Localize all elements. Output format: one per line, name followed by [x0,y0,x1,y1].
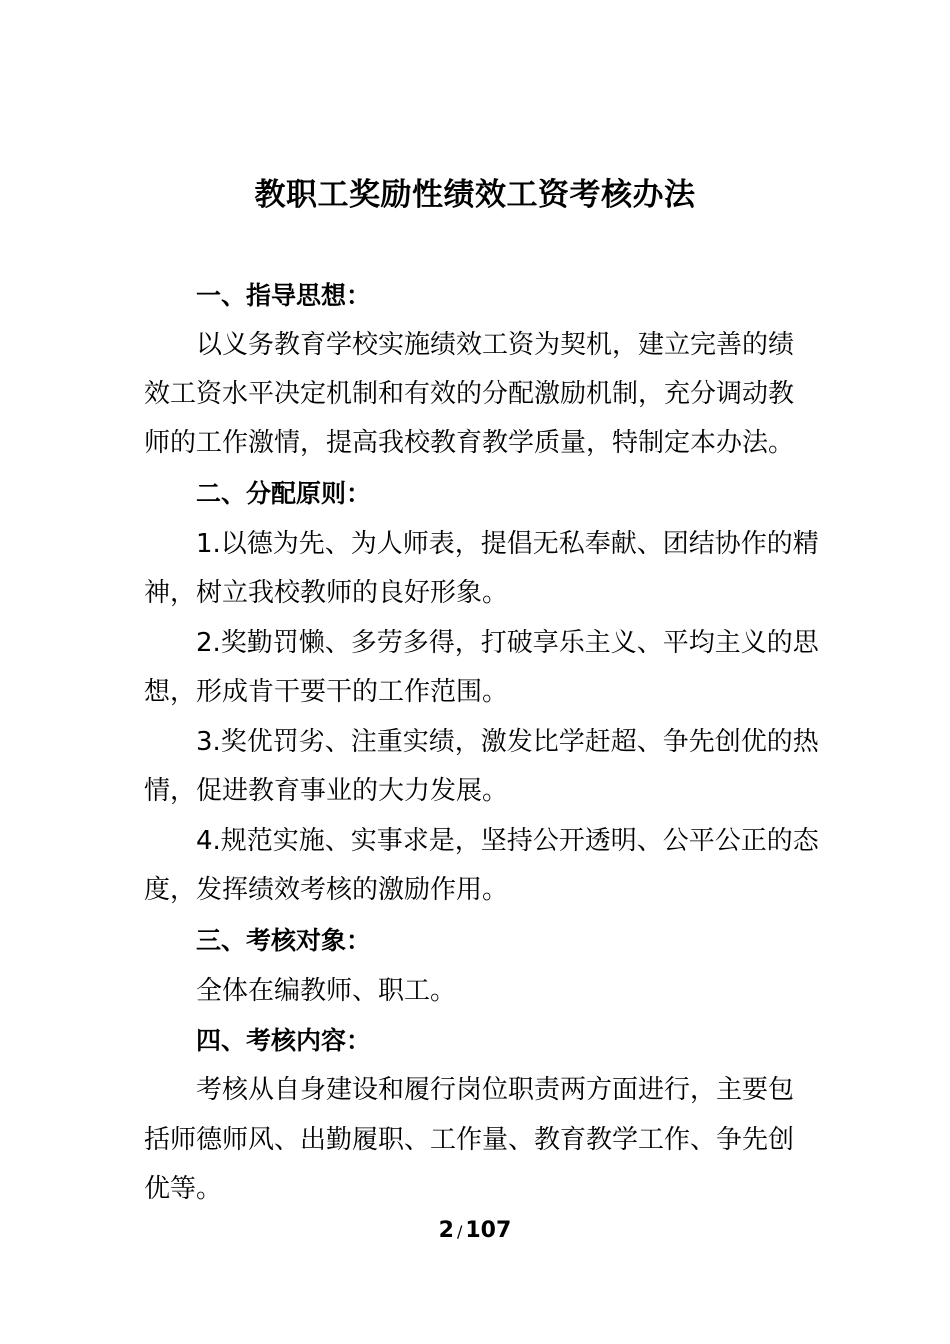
page-number [0,1216,950,1247]
paragraph-line: 效工资水平决定机制和有效的分配激励机制，充分调动教 [144,379,795,409]
document-title: 教职工奖励性绩效工资考核办法 [254,177,696,213]
paragraph-line: 优等。 [144,1174,223,1204]
paragraph-line: 2.奖勤罚懒、多劳多得，打破享乐主义、平均主义的思 [196,628,819,658]
paragraph-line: 神，树立我校教师的良好形象。 [144,578,509,608]
paragraph-line: 1.以德为先、为人师表，提倡无私奉献、团结协作的精 [196,529,819,559]
paragraph-line: 度，发挥绩效考核的激励作用。 [144,875,509,905]
paragraph-line: 师的工作激情，提高我校教育教学质量，特制定本办法。 [144,428,795,458]
paragraph-line: 以义务教育学校实施绩效工资为契机，建立完善的绩 [196,330,795,360]
paragraph-line: 3.奖优罚劣、注重实绩，激发比学赶超、争先创优的热 [196,727,819,757]
paragraph-line: 括师德师风、出勤履职、工作量、教育教学工作、争先创 [144,1125,795,1155]
section-heading-assessment-targets: 三、考核对象： [196,926,372,955]
paragraph-line: 情，促进教育事业的大力发展。 [144,776,509,806]
section-heading-guiding-ideology: 一、指导思想： [196,281,372,310]
current-page-number: 2 [438,1218,454,1243]
page-separator: / [456,1222,463,1241]
total-page-count: 107 [465,1218,512,1243]
paragraph-line: 考核从自身建设和履行岗位职责两方面进行，主要包 [196,1075,795,1105]
paragraph-line: 想，形成肯干要干的工作范围。 [144,677,509,707]
section-heading-assessment-content: 四、考核内容： [196,1026,372,1055]
paragraph-line: 4.规范实施、实事求是，坚持公开透明、公平公正的态 [196,826,819,856]
section-heading-distribution-principles: 二、分配原则： [196,479,372,508]
paragraph-line: 全体在编教师、职工。 [196,976,457,1006]
